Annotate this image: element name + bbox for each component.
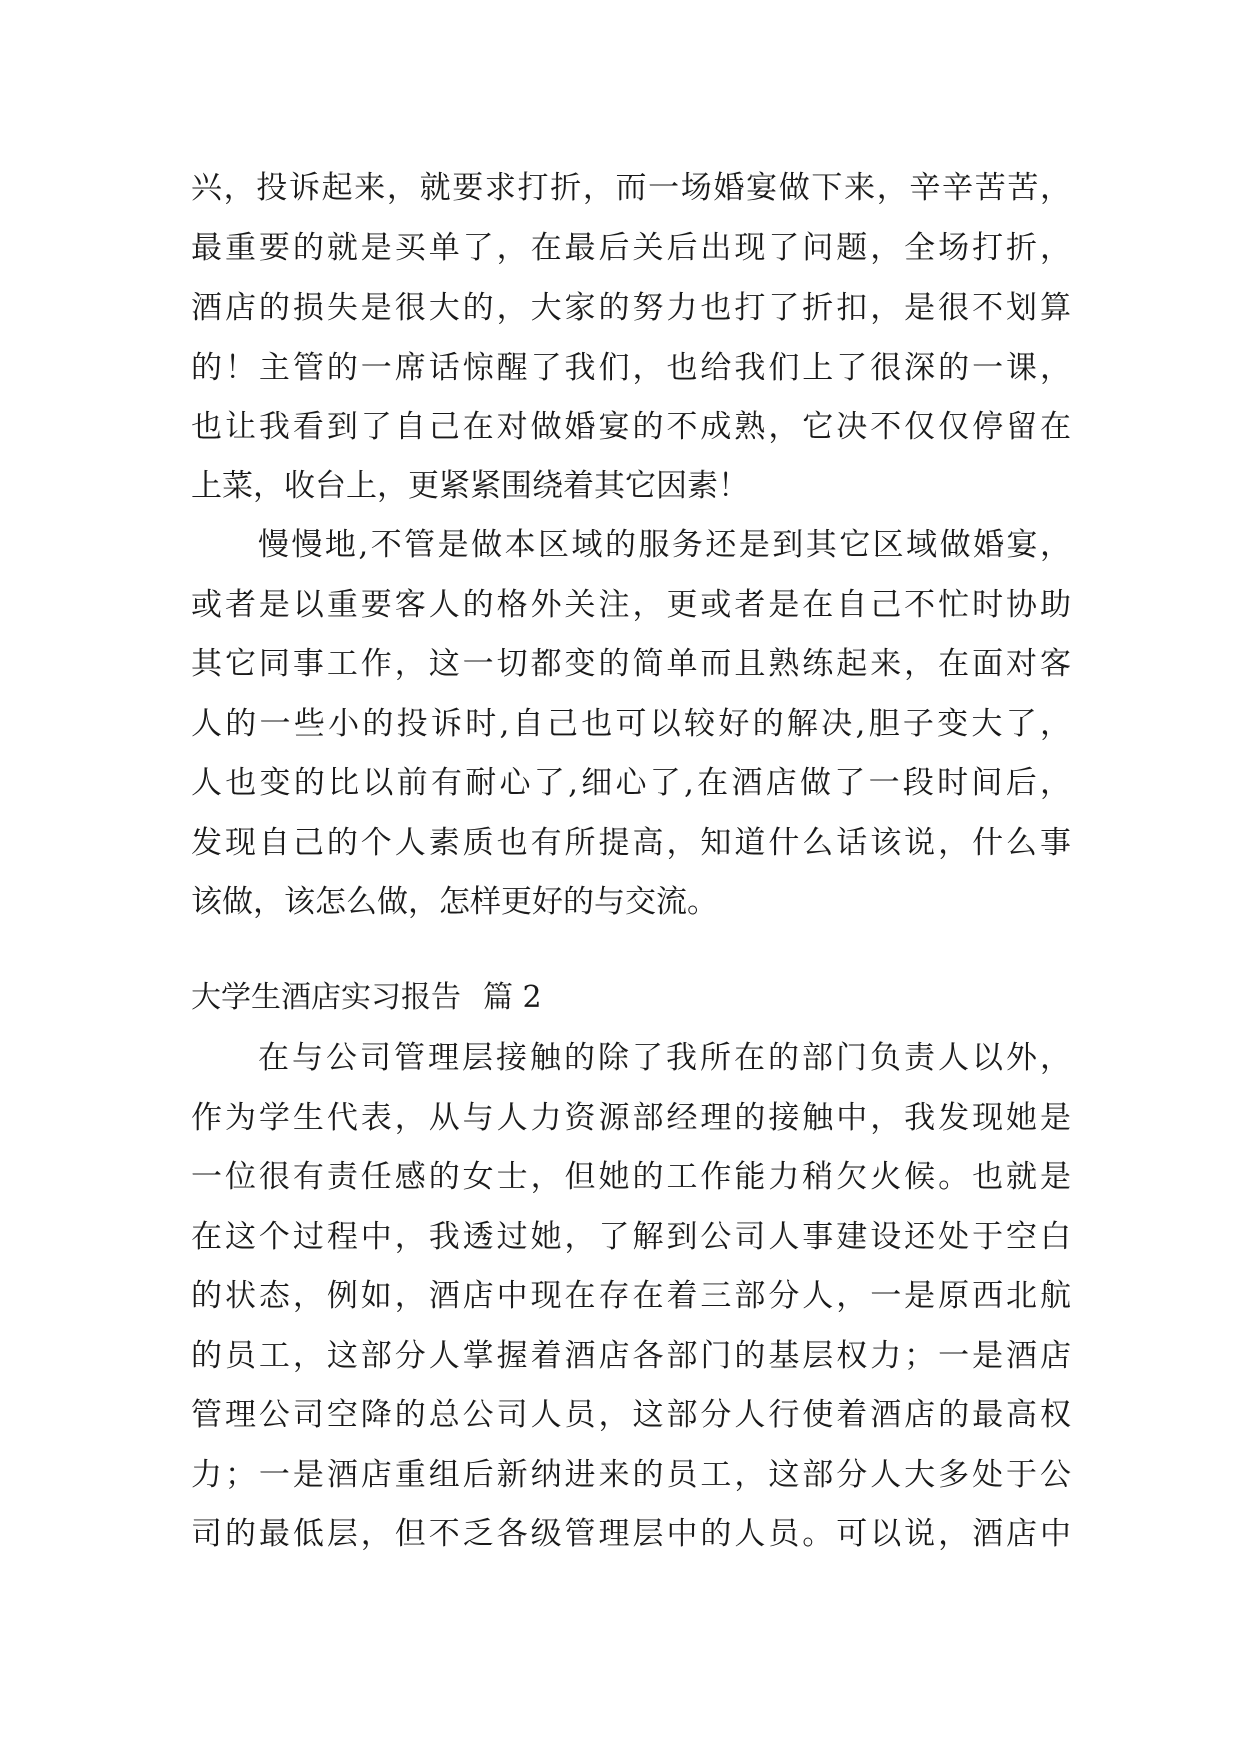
paragraph-line: 的！主管的一席话惊醒了我们，也给我们上了很深的一课， [191,350,1071,386]
paragraph-line: 在这个过程中，我透过她，了解到公司人事建设还处于空白 [191,1219,1071,1255]
paragraph-line: 的状态，例如，酒店中现在存在着三部分人，一是原西北航 [191,1278,1071,1314]
paragraph-line: 慢慢地,不管是做本区域的服务还是到其它区域做婚宴， [258,527,1071,563]
paragraph-line: 最重要的就是买单了，在最后关后出现了问题，全场打折， [191,230,1071,266]
section-heading [191,978,542,1018]
paragraph-line: 上菜，收台上，更紧紧围绕着其它因素！ [191,468,749,504]
section-part-label: 篇 2 [483,980,542,1015]
paragraph-line: 的员工，这部分人掌握着酒店各部门的基层权力；一是酒店 [191,1338,1071,1374]
paragraph-line: 也让我看到了自己在对做婚宴的不成熟，它决不仅仅停留在 [191,409,1071,445]
paragraph-line: 人也变的比以前有耐心了,细心了,在酒店做了一段时间后， [191,765,1071,801]
paragraph-line: 人的一些小的投诉时,自己也可以较好的解决,胆子变大了， [191,706,1071,742]
paragraph-line: 发现自己的个人素质也有所提高，知道什么话该说，什么事 [191,825,1071,861]
paragraph-line: 该做，该怎么做，怎样更好的与交流。 [191,884,718,920]
paragraph-line: 兴，投诉起来，就要求打折，而一场婚宴做下来，辛辛苦苦， [191,170,1071,206]
paragraph-line: 或者是以重要客人的格外关注，更或者是在自己不忙时协助 [191,587,1071,623]
paragraph-line: 其它同事工作，这一切都变的简单而且熟练起来，在面对客 [191,646,1071,682]
paragraph-line: 司的最低层，但不乏各级管理层中的人员。可以说，酒店中 [191,1516,1071,1552]
paragraph-line: 作为学生代表，从与人力资源部经理的接触中，我发现她是 [191,1100,1071,1136]
paragraph-line: 管理公司空降的总公司人员，这部分人行使着酒店的最高权 [191,1397,1071,1433]
paragraph-line: 在与公司管理层接触的除了我所在的部门负责人以外， [258,1040,1071,1076]
paragraph-line: 力；一是酒店重组后新纳进来的员工，这部分人大多处于公 [191,1457,1071,1493]
section-title: 大学生酒店实习报告 [191,980,461,1015]
paragraph-line: 一位很有责任感的女士，但她的工作能力稍欠火候。也就是 [191,1159,1071,1195]
paragraph-line: 酒店的损失是很大的，大家的努力也打了折扣，是很不划算 [191,290,1071,326]
